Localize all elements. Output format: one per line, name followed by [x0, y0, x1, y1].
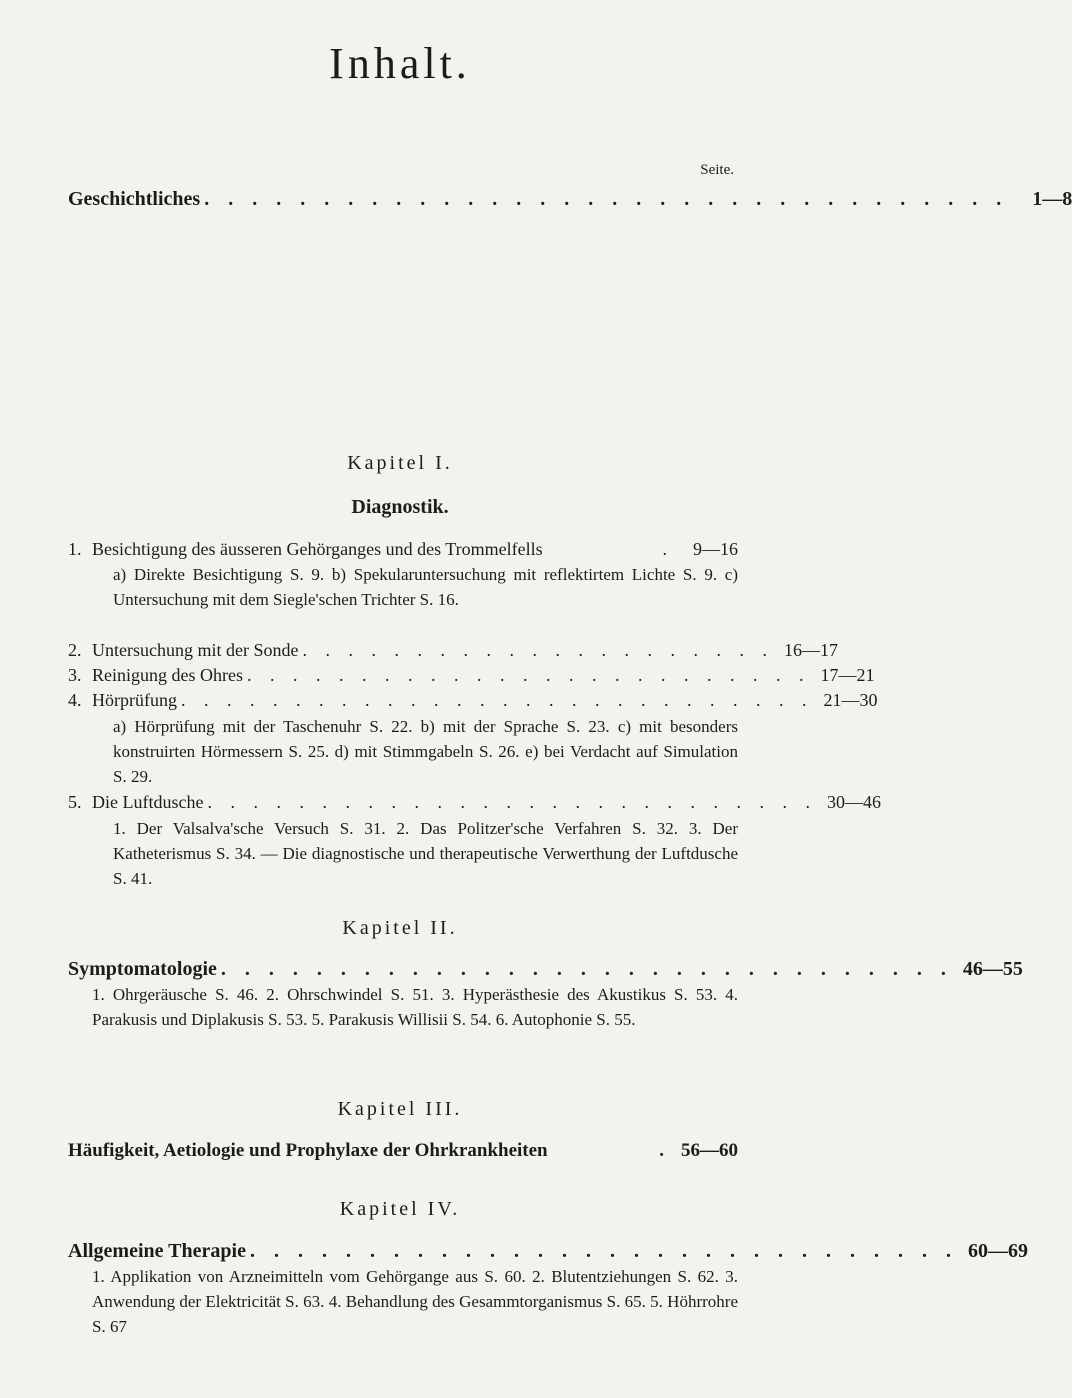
- leader-dots: . . . . . . . . . . . . . . . . . . . . .: [302, 640, 774, 660]
- entry-label: Symptomatologie: [68, 958, 217, 980]
- entry-label: Untersuchung mit der Sonde: [92, 640, 299, 660]
- leader-dots: . . . . . . . . . . . . . . . . . . . . . . . . . . . . . . . . . .: [204, 188, 1009, 210]
- entry-number: 1.: [68, 539, 82, 559]
- entry-label: Allgemeine Therapie: [68, 1240, 246, 1262]
- toc-entry-1-3: [68, 665, 875, 686]
- entry-pages: 46—55: [962, 958, 1023, 980]
- entry-label: Besichtigung des äusseren Gehörganges und des Trommelfells: [92, 539, 543, 559]
- entry-description: a) Hörprüfung mit der Taschenuhr S. 22. b) mit der Sprache S. 23. c) mit besonders konstruirten Hörmessern S. 25. d) mit Stimmgabeln S. 26. e) bei Verdacht auf Simulation S. 29.: [113, 717, 738, 786]
- leader-dots: . . . . . . . . . . . . . . . . . . . . . . . . . . .: [207, 792, 817, 812]
- entry-pages: 9—16: [693, 539, 738, 559]
- entry-number: 5.: [68, 792, 82, 812]
- toc-entry-geschichtliches: [68, 188, 1072, 211]
- toc-entry-1-1: [68, 539, 738, 560]
- toc-entry-1-2: [68, 640, 838, 661]
- seite-column-header: Seite.: [700, 162, 734, 178]
- toc-entry-1-4: [68, 690, 878, 711]
- chapter-heading-1: Kapitel I.: [347, 452, 453, 474]
- leader-dots: .: [662, 539, 674, 559]
- entry-label: Geschichtliches: [68, 188, 201, 210]
- chapter-heading-3: Kapitel III.: [337, 1098, 463, 1120]
- leader-dots: .: [659, 1140, 671, 1161]
- leader-dots: . . . . . . . . . . . . . . . . . . . . . . . . . . . . . . .: [220, 958, 953, 980]
- chapter-title-diagnostik: Diagnostik.: [351, 496, 449, 518]
- toc-entry-allgemeine-therapie: [68, 1240, 1028, 1263]
- chapter-heading-2: Kapitel II.: [342, 917, 458, 939]
- entry-description: 1. Applikation von Arzneimitteln vom Gehörgange aus S. 60. 2. Blutentziehungen S. 62. 3. Anwendung der Elektricität S. 63. 4. Behandlung des Gesammtorganismus S. 65. 5. Höhrrohre S. 67: [92, 1267, 738, 1336]
- leader-dots: . . . . . . . . . . . . . . . . . . . . . . . . . . . .: [180, 690, 814, 710]
- entry-label: Häufigkeit, Aetiologie und Prophylaxe der Ohrkrankheiten: [68, 1140, 548, 1161]
- leader-dots: . . . . . . . . . . . . . . . . . . . . . . . . .: [246, 665, 811, 685]
- entry-label: Reinigung des Ohres: [92, 665, 243, 685]
- entry-description: 1. Der Valsalva'sche Versuch S. 31. 2. Das Politzer'sche Verfahren S. 32. 3. Der Katheterismus S. 34. — Die diagnostische und therapeutische Verwerthung der Luftdusche S. 41.: [113, 819, 738, 888]
- chapter-heading-4: Kapitel IV.: [339, 1198, 461, 1220]
- toc-entry-symptomatologie: [68, 958, 1023, 981]
- entry-number: 2.: [68, 640, 82, 660]
- entry-pages: 56—60: [681, 1140, 738, 1161]
- toc-entry-1-5: [68, 792, 881, 813]
- entry-pages: 21—30: [823, 690, 878, 710]
- entry-label: Hörprüfung: [92, 690, 177, 710]
- page-title: Inhalt.: [329, 39, 471, 88]
- entry-description: 1. Ohrgeräusche S. 46. 2. Ohrschwindel S. 51. 3. Hyperästhesie des Akustikus S. 53. 4. Parakusis und Diplakusis S. 53. 5. Parakusis Willisii S. 54. 6. Autophonie S. 55.: [92, 985, 738, 1029]
- entry-pages: 60—69: [967, 1240, 1028, 1262]
- entry-label: Die Luftdusche: [92, 792, 204, 812]
- entry-pages: 30—46: [826, 792, 881, 812]
- entry-description: a) Direkte Besichtigung S. 9. b) Spekularuntersuchung mit reflektirtem Lichte S. 9. c) Untersuchung mit dem Siegle'schen Trichter S. 16.: [113, 565, 738, 609]
- leader-dots: . . . . . . . . . . . . . . . . . . . . . . . . . . . . . .: [249, 1240, 958, 1262]
- entry-pages: 16—17: [783, 640, 838, 660]
- entry-pages: 17—21: [820, 665, 875, 685]
- entry-pages: 1—8: [1032, 188, 1072, 210]
- entry-number: 4.: [68, 690, 82, 710]
- entry-number: 3.: [68, 665, 82, 685]
- toc-entry-haeufigkeit: [68, 1140, 738, 1162]
